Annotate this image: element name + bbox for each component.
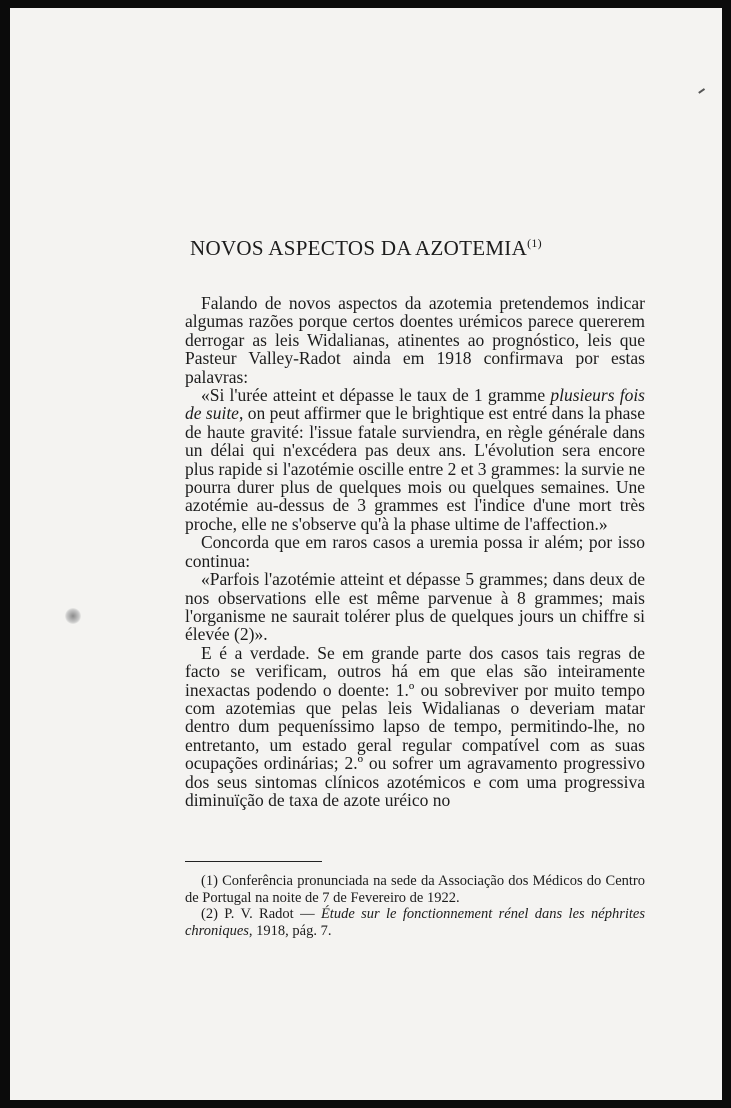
footnote-2 xyxy=(185,906,645,939)
paragraph-1: Falando de novos aspectos da azotemia pretendemos indicar algumas razões porque certos doentes urémicos parece quererem derrogar as leis Widalianas, atinentes ao prognóstico, leis que Pasteur Valley-Radot ainda em 1918 confirmava por estas palavras: xyxy=(185,293,645,387)
paragraph-4-quote: «Parfois l'azotémie atteint et dépasse 5 grammes; dans deux de nos observations elle est même parvenue à 8 grammes; mais l'organisme ne saurait tolérer plus de quelques jours un chiffre si élevée (2)». xyxy=(185,569,645,645)
footnote-1: (1) Conferência pronunciada na sede da Associação dos Médicos do Centro de Portugal na noite de 7 de Fevereiro de 1922. xyxy=(185,873,645,906)
quote-rest: , on peut affirmer que le brightique est entré dans la phase de haute gravité: l'issue fatale surviendra, en règle générale dans un délai qui n'excédera pas deux ans. L'évolution sera encore plus rapide si l'azotémie oscille entre 2 et 3 grammes: la survie ne pourra durer plus de quelques mois ou quelques semaines. Une azotémie au-dessus de 3 grammes est l'indice d'une mort très proche, elle ne s'observe qu'à la phase ultime de l'affection.» xyxy=(185,403,645,534)
quote-emphasis: plusieurs fois de suite xyxy=(185,385,645,424)
title-footnote-ref: (1) xyxy=(527,236,542,250)
footnotes xyxy=(185,873,645,939)
ink-mark xyxy=(698,88,705,93)
paragraph-2-quote xyxy=(185,386,645,533)
footnote-2-title: Étude sur le fonctionnement rénel dans les néphrites chroniques xyxy=(185,906,645,939)
paragraph-3: Concorda que em raros casos a uremia possa ir além; por isso continua: xyxy=(185,532,645,571)
footnote-2-rest: , 1918, pág. 7. xyxy=(248,922,332,939)
article-body xyxy=(185,294,645,809)
stain-mark xyxy=(65,608,81,624)
title-text: NOVOS ASPECTOS DA AZOTEMIA xyxy=(190,236,528,260)
footnote-divider xyxy=(185,861,322,862)
quote-lead: «Si l'urée atteint et dépasse le taux de 1 gramme xyxy=(201,385,551,406)
footnote-2-lead: (2) P. V. Radot — xyxy=(201,906,321,922)
paragraph-5: E é a verdade. Se em grande parte dos casos tais regras de facto se verificam, outros há em que elas são inteiramente inexactas podendo o doente: 1.º ou sobreviver por muito tempo com azotemias que pelas leis Widalianas o deveriam matar dentro dum pequeníssimo lapso de tempo, permitindo-lhe, no entretanto, um estado geral regular compatível com as suas ocupações ordinárias; 2.º ou sofrer um agravamento progressivo dos seus sintomas clínicos azotémicos e com uma progressiva diminuïção de taxa de azote uréico no xyxy=(185,642,645,810)
document-page xyxy=(10,8,722,1100)
article-title xyxy=(10,236,722,261)
